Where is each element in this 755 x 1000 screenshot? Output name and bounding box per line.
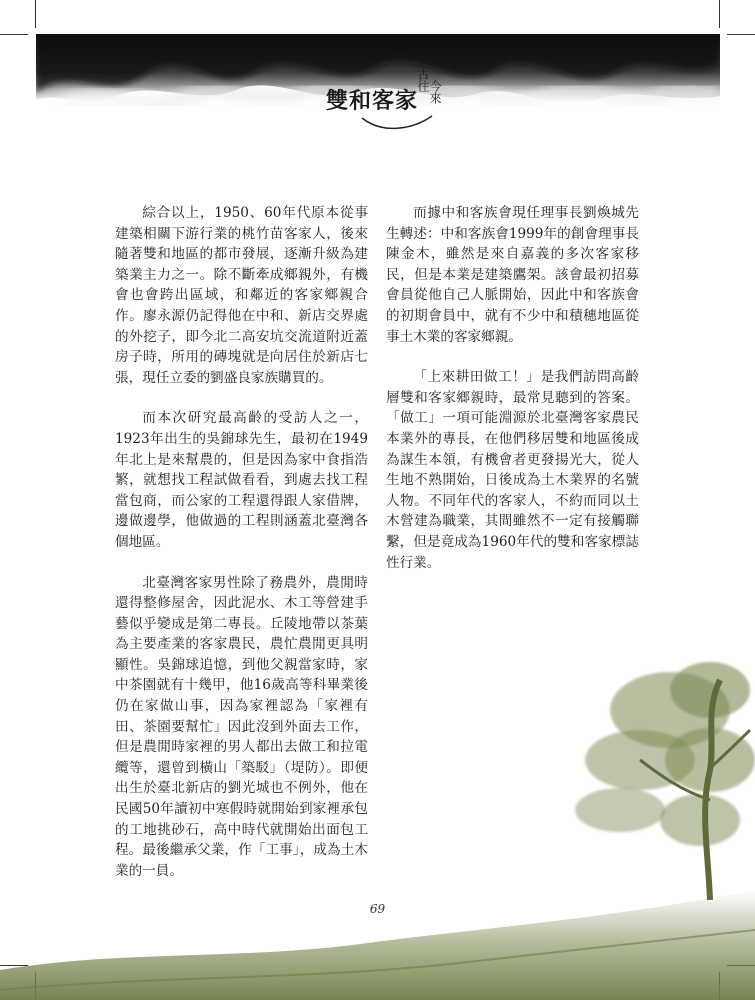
paragraph: 而本次研究最高齡的受訪人之一，1923年出生的吳錦球先生，最初在1949年北上是來幫農的，但是因為家中食指浩繁，就想找工程試做看看，到處去找工程當包商，而公家的工程還得跟人家借牌，邊做邊學，他做過的工程則涵蓋北臺灣各個地區。 <box>115 410 368 550</box>
right-column <box>386 203 639 593</box>
crop-mark-top-left-v <box>35 0 36 28</box>
page-number: 69 <box>369 902 386 916</box>
header-title-flourish <box>322 64 442 140</box>
crop-mark-top-right-v <box>719 0 720 28</box>
paragraph: 北臺灣客家男性除了務農外，農閒時還得整修屋舍，因此泥水、木工等營建手藝似乎變成是第二專長。丘陵地帶以茶葉為主要產業的客家農民，農忙農閒更具明顯性。吳錦球追憶，到他父親當家時，家中茶園就有十幾甲，他16歲高等科畢業後仍在家做山事，因為家裡認為「家裡有田、茶園要幫忙」因此沒到外面去工作，但是農閒時家裡的男人都出去做工和拉電纜等，還曾到橫山「築駁」（堤防）。即便出生於臺北新店的劉光城也不例外，他在民國50年讀初中寒假時就開始到家裡承包的工地挑砂石，高中時代就開始出面包工程。最後繼承父業，作「工事」，成為土木業的一員。 <box>115 574 368 879</box>
paragraph: 綜合以上，1950、60年代原本從事建築相關下游行業的桃竹苗客家人，後來隨著雙和地區的都市發展，逐漸升級為建築業主力之一。除不斷牽成鄉親外，有機會也會跨出區域，和鄰近的客家鄉親合作。廖永源仍記得他在中和、新店交界處的外挖子，即今北二高安坑交流道附近蓋房子時，所用的磚塊就是向居住於新店七張，現任立委的劉盛良家族購買的。 <box>115 205 368 386</box>
crop-mark-top-right-h <box>727 34 755 35</box>
header-title-small-1: 古往 <box>416 68 430 92</box>
paragraph: 而據中和客族會現任理事長劉煥城先生轉述：中和客族會1999年的創會理事長陳金木，雖然是來自嘉義的多次客家移民，但是本業是建築鷹架。該會最初招募會員從他自己人脈開始，因此中和客族會的初期會員中，就有不少中和積穗地區從事土木業的客家鄉親。 <box>386 205 639 345</box>
grass-illustration <box>0 860 755 1000</box>
header-title <box>322 64 442 140</box>
left-column <box>115 203 368 901</box>
header-title-main: 雙和客家 <box>326 88 419 114</box>
paragraph: 「上來耕田做工！」是我們訪問高齡層雙和客家鄉親時，最常見聽到的答案。「做工」一項可能淵源於北臺灣客家農民本業外的專長，在他們移居雙和地區後成為謀生本領，有機會者更發揚光大，從人生地不熟開始，日後成為土木業界的名號人物。不同年代的客家人，不約而同以土木營建為職業，其間雖然不一定有接觸聯繫，但是竟成為1960年代的雙和客家標誌性行業。 <box>386 369 639 571</box>
crop-mark-top-left-h <box>0 34 28 35</box>
header-title-small-2: 今來 <box>428 80 442 104</box>
